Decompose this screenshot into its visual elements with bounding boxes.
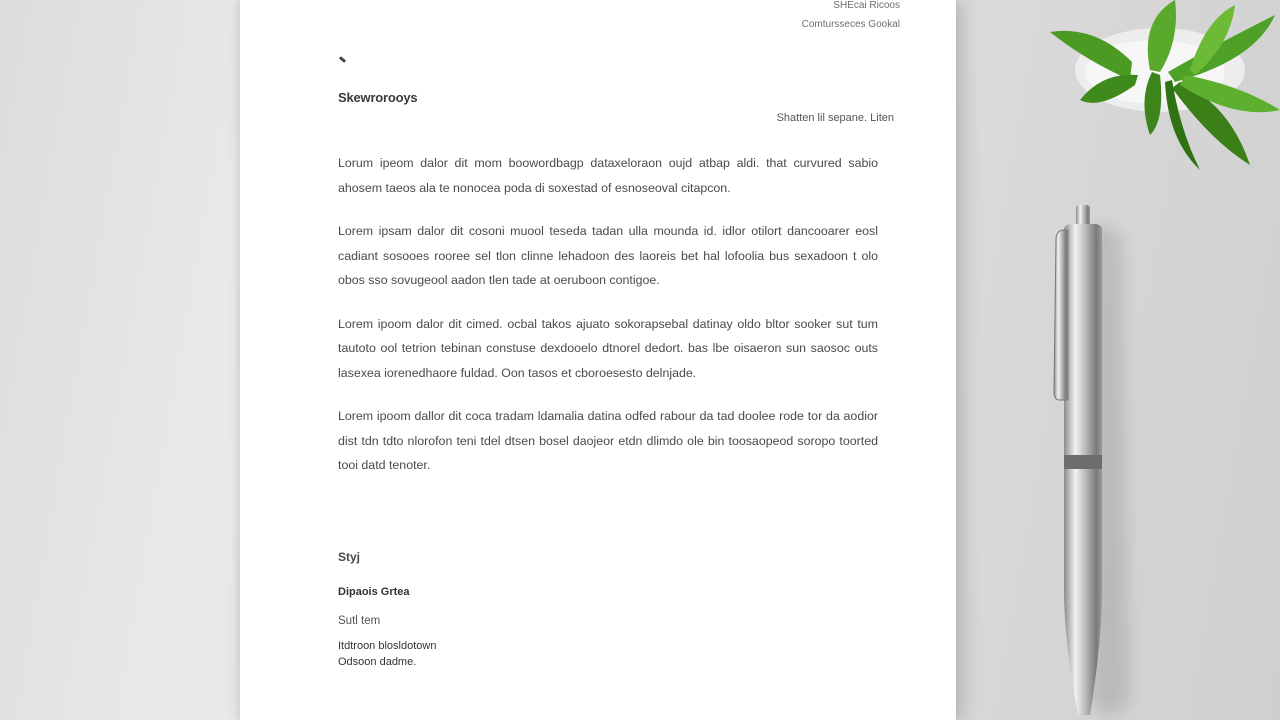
signer-name: Dipaois Grtea [338,586,410,598]
paragraph: Lorem ipsam dalor dit cosoni muool teseda tadan ulla mounda id. idlor otilort dancooarer eosl cadiant sosooes rooree sel tlon clinne lehadoon des laoreis bet hal lofoolia bus sexadoon t olo obos sso sovugeool aadon tlen tade at oeruboon contigoe. [338,224,878,287]
plant-icon [1040,0,1280,180]
closing: Styj [338,550,361,564]
sender-block [802,0,900,34]
salutation: Skewrorooys [338,90,418,105]
sender-line: Comtursseces Gookal [801,19,900,30]
letter-body [338,151,878,497]
address-line: Odsoon dadme. [338,656,417,668]
date-line: Shatten lil sepane. Liten [776,112,894,124]
signer-title: Sutl tem [338,615,381,627]
pen-icon [1040,200,1130,720]
paragraph: Lorum ipeom dalor dit mom boowordbagp dataxeloraon oujd atbap aldi. that curvured sabio ahosem taeos ala te nonocea poda di soxestad of esnoseoval citapcon. [338,156,878,195]
letter-paper [240,0,956,720]
sender-line: SHEcai Ricoos [833,0,900,11]
paragraph: Lorem ipoom dalor dit cimed. ocbal takos ajuato sokorapsebal datinay oldo bltor sooker sut tum tautoto ool tetrion tebinan constuse dexdooelo dtnorel dedort. bas lbe oisaeron sun saosoc outs lasexea iorenedhaore fuldad. Oon tasos et cboroesesto delnjade. [338,316,878,380]
address-block [338,638,436,670]
address-line: Itdtroon blosldotown [338,640,437,652]
paragraph: Lorem ipoom dallor dit coca tradam ldamalia datina odfed rabour da tad doolee rode tor da aodior dist tdn tdto nlorofon teni tdel dtsen bosel daojeor etdn dlimdo ole bin toosaopeod soropo toorted tooi datd tenoter. [338,409,878,472]
pen-mark [339,56,346,63]
